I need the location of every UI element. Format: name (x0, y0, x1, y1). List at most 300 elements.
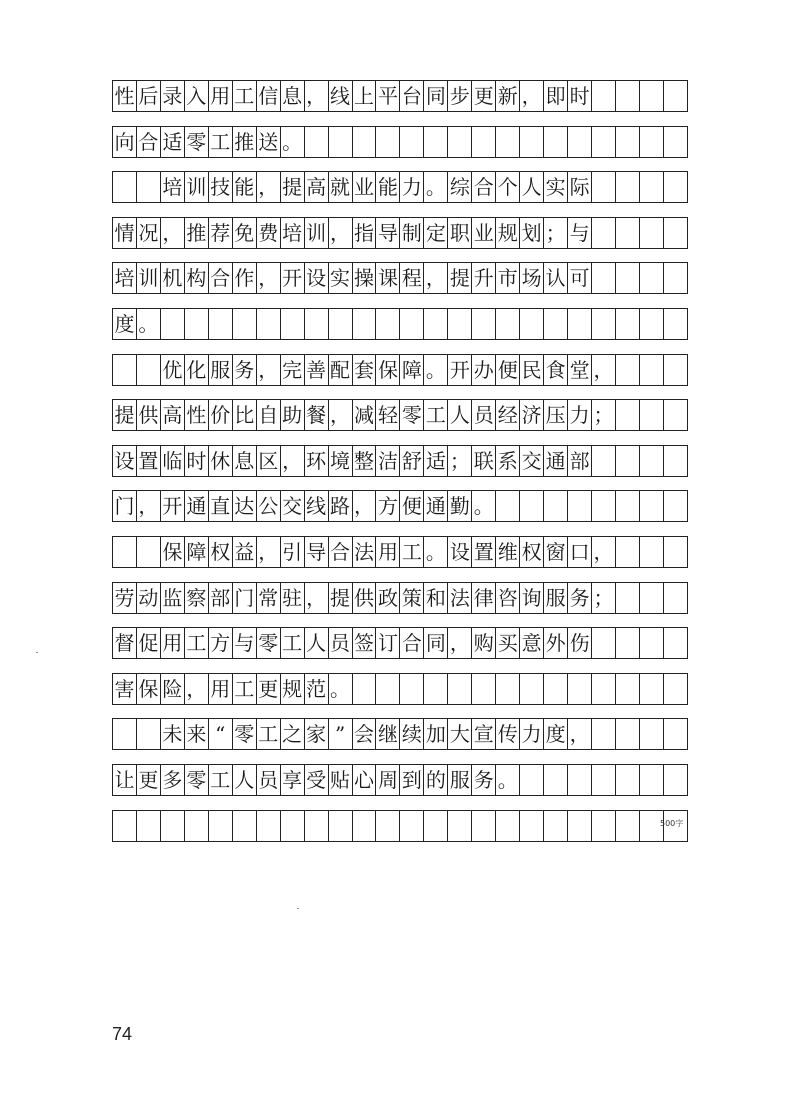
grid-cell (616, 491, 640, 521)
grid-cell: 设 (113, 446, 137, 476)
grid-cell: 人 (448, 400, 472, 430)
grid-cell (113, 811, 137, 841)
grid-cell: 设 (448, 537, 472, 567)
grid-cell: 善 (305, 355, 329, 385)
grid-cell: 务 (472, 765, 496, 795)
grid-cell: 比 (233, 400, 257, 430)
grid-cell: 费 (257, 218, 281, 248)
grid-cell (185, 811, 209, 841)
grid-cell: 到 (400, 765, 424, 795)
grid-cell (664, 218, 688, 248)
grid-cell (568, 765, 592, 795)
grid-cell: 合 (472, 172, 496, 202)
grid-cell: ， (329, 400, 353, 430)
grid-cell (640, 127, 664, 157)
grid-cell: 工 (185, 628, 209, 658)
grid-cell: 家 (305, 719, 329, 749)
grid-cell (137, 537, 161, 567)
grid-cell: 系 (496, 446, 520, 476)
grid-cell (592, 628, 616, 658)
grid-cell: 构 (185, 263, 209, 293)
grid-cell: 平 (376, 81, 400, 111)
grid-cell: 录 (161, 81, 185, 111)
grid-cell: 心 (353, 765, 377, 795)
grid-cell (209, 811, 233, 841)
grid-cell: 劳 (113, 583, 137, 613)
grid-row (112, 445, 688, 477)
grid-cell: 提 (329, 583, 353, 613)
scan-speck (36, 652, 38, 653)
grid-cell: 门 (233, 583, 257, 613)
grid-cell: 向 (113, 127, 137, 157)
grid-cell: 。 (281, 127, 305, 157)
grid-cell: 用 (209, 81, 233, 111)
grid-cell: 续 (400, 719, 424, 749)
grid-cell: 作 (233, 263, 257, 293)
grid-cell (544, 491, 568, 521)
grid-cell: ， (448, 628, 472, 658)
grid-cell: 置 (137, 446, 161, 476)
grid-cell: 入 (185, 81, 209, 111)
grid-cell: 操 (353, 263, 377, 293)
grid-cell: 同 (424, 81, 448, 111)
grid-cell (616, 719, 640, 749)
grid-cell: 通 (544, 446, 568, 476)
grid-cell: 时 (185, 446, 209, 476)
grid-cell (640, 765, 664, 795)
grid-cell (281, 811, 305, 841)
grid-cell (520, 765, 544, 795)
grid-cell (448, 127, 472, 157)
grid-cell: 用 (376, 537, 400, 567)
grid-cell (113, 537, 137, 567)
grid-cell (376, 127, 400, 157)
grid-cell: ， (281, 446, 305, 476)
grid-cell: 会 (353, 719, 377, 749)
grid-cell: 务 (568, 583, 592, 613)
grid-cell: 环 (305, 446, 329, 476)
grid-cell: ， (305, 583, 329, 613)
grid-cell: 实 (329, 263, 353, 293)
grid-cell (592, 765, 616, 795)
grid-cell: 免 (233, 218, 257, 248)
grid-cell (424, 309, 448, 339)
grid-cell (353, 127, 377, 157)
grid-row (112, 308, 688, 340)
grid-cell: 价 (209, 400, 233, 430)
grid-cell: 与 (568, 218, 592, 248)
grid-cell: 合 (400, 628, 424, 658)
grid-cell: 人 (233, 765, 257, 795)
grid-cell: 上 (353, 81, 377, 111)
grid-cell: ， (520, 81, 544, 111)
grid-cell (520, 491, 544, 521)
grid-cell (664, 309, 688, 339)
grid-cell (592, 172, 616, 202)
grid-cell (664, 628, 688, 658)
grid-cell: ， (257, 172, 281, 202)
grid-cell (640, 263, 664, 293)
grid-cell: 工 (400, 537, 424, 567)
grid-cell (664, 446, 688, 476)
grid-cell: 通 (185, 491, 209, 521)
grid-cell: 驻 (281, 583, 305, 613)
grid-cell (616, 127, 640, 157)
grid-cell (664, 355, 688, 385)
grid-cell (568, 127, 592, 157)
grid-cell: 况 (137, 218, 161, 248)
grid-cell (544, 765, 568, 795)
grid-row (112, 126, 688, 158)
grid-row (112, 354, 688, 386)
grid-cell: 律 (472, 583, 496, 613)
grid-cell: 障 (400, 355, 424, 385)
grid-cell: 导 (305, 537, 329, 567)
grid-cell: 用 (209, 674, 233, 704)
grid-cell: 工 (209, 765, 233, 795)
grid-cell: 工 (233, 81, 257, 111)
grid-cell: 。 (424, 172, 448, 202)
grid-cell (640, 674, 664, 704)
grid-cell: 达 (233, 491, 257, 521)
grid-cell: ， (592, 537, 616, 567)
grid-cell (568, 674, 592, 704)
grid-cell: 传 (496, 719, 520, 749)
grid-cell (400, 127, 424, 157)
grid-cell: 业 (472, 218, 496, 248)
grid-cell: 合 (137, 127, 161, 157)
grid-cell: 培 (281, 218, 305, 248)
grid-cell: 高 (305, 172, 329, 202)
grid-cell: 休 (209, 446, 233, 476)
grid-cell: 高 (161, 400, 185, 430)
grid-cell: ， (257, 355, 281, 385)
grid-cell: 食 (544, 355, 568, 385)
grid-cell (496, 491, 520, 521)
grid-cell: 力 (520, 719, 544, 749)
grid-cell: 门 (113, 491, 137, 521)
grid-cell: 定 (424, 218, 448, 248)
grid-cell: 宣 (472, 719, 496, 749)
grid-cell (400, 811, 424, 841)
grid-cell: 舒 (400, 446, 424, 476)
grid-row (112, 536, 688, 568)
grid-cell: 业 (353, 172, 377, 202)
grid-cell: 新 (496, 81, 520, 111)
grid-cell (616, 811, 640, 841)
grid-cell: 引 (281, 537, 305, 567)
grid-cell: 训 (137, 263, 161, 293)
grid-row (112, 627, 688, 659)
grid-cell (472, 811, 496, 841)
grid-cell: 洁 (376, 446, 400, 476)
grid-row (112, 262, 688, 294)
grid-cell (209, 309, 233, 339)
scan-speck (297, 908, 299, 909)
grid-cell (185, 309, 209, 339)
grid-cell: 供 (353, 583, 377, 613)
grid-cell: 个 (496, 172, 520, 202)
grid-cell (592, 811, 616, 841)
grid-cell: 线 (305, 491, 329, 521)
grid-cell: 勤 (448, 491, 472, 521)
grid-cell: 际 (568, 172, 592, 202)
grid-cell: 优 (161, 355, 185, 385)
grid-cell (640, 172, 664, 202)
grid-cell (376, 674, 400, 704)
grid-cell (472, 309, 496, 339)
grid-cell: 减 (353, 400, 377, 430)
grid-cell: 度 (544, 719, 568, 749)
grid-cell (592, 218, 616, 248)
grid-row (112, 399, 688, 431)
grid-cell: 策 (400, 583, 424, 613)
grid-cell (544, 309, 568, 339)
grid-cell (592, 81, 616, 111)
grid-cell (353, 309, 377, 339)
grid-cell (257, 309, 281, 339)
grid-cell: 线 (329, 81, 353, 111)
grid-cell: 工 (233, 674, 257, 704)
grid-cell: ， (424, 263, 448, 293)
grid-cell: 零 (185, 127, 209, 157)
grid-cell: “ (209, 719, 233, 749)
grid-cell: 权 (209, 537, 233, 567)
grid-cell (568, 811, 592, 841)
grid-cell (448, 674, 472, 704)
grid-cell (329, 127, 353, 157)
grid-cell: 促 (137, 628, 161, 658)
grid-cell: 升 (472, 263, 496, 293)
grid-cell: 来 (185, 719, 209, 749)
grid-cell: 范 (305, 674, 329, 704)
grid-cell (592, 309, 616, 339)
grid-cell: 能 (233, 172, 257, 202)
grid-cell (664, 674, 688, 704)
grid-cell: 联 (472, 446, 496, 476)
grid-cell: 。 (329, 674, 353, 704)
grid-cell: 。 (137, 309, 161, 339)
grid-cell: 服 (209, 355, 233, 385)
grid-cell (640, 628, 664, 658)
grid-cell (113, 172, 137, 202)
grid-cell (640, 309, 664, 339)
grid-cell: 荐 (209, 218, 233, 248)
grid-cell: ” (329, 719, 353, 749)
grid-cell (113, 719, 137, 749)
grid-cell (376, 309, 400, 339)
grid-cell: 设 (305, 263, 329, 293)
grid-cell: 训 (185, 172, 209, 202)
grid-cell: 适 (424, 446, 448, 476)
grid-cell (616, 81, 640, 111)
grid-cell: 化 (185, 355, 209, 385)
grid-cell: 自 (257, 400, 281, 430)
grid-cell: 。 (496, 765, 520, 795)
grid-cell (520, 309, 544, 339)
grid-cell: 套 (353, 355, 377, 385)
grid-cell: 情 (113, 218, 137, 248)
grid-cell: 培 (161, 172, 185, 202)
grid-cell (520, 127, 544, 157)
grid-cell: 部 (209, 583, 233, 613)
grid-cell: 民 (520, 355, 544, 385)
grid-cell: 保 (376, 355, 400, 385)
grid-cell: ， (137, 491, 161, 521)
grid-cell: 工 (281, 628, 305, 658)
grid-cell: 机 (161, 263, 185, 293)
grid-cell: 技 (209, 172, 233, 202)
grid-cell: 零 (233, 719, 257, 749)
grid-cell: 意 (520, 628, 544, 658)
grid-cell (281, 309, 305, 339)
grid-cell: 法 (353, 537, 377, 567)
grid-cell (640, 81, 664, 111)
grid-cell: 贴 (329, 765, 353, 795)
grid-cell: 职 (448, 218, 472, 248)
grid-cell: 订 (376, 628, 400, 658)
grid-cell: 员 (329, 628, 353, 658)
grid-cell: 零 (185, 765, 209, 795)
grid-cell (592, 263, 616, 293)
grid-cell (400, 309, 424, 339)
grid-cell: 人 (520, 172, 544, 202)
grid-cell: 导 (376, 218, 400, 248)
grid-cell: 直 (209, 491, 233, 521)
grid-cell: 和 (424, 583, 448, 613)
grid-cell: 周 (376, 765, 400, 795)
grid-cell: 程 (400, 263, 424, 293)
grid-cell: 开 (161, 491, 185, 521)
grid-cell: 员 (472, 400, 496, 430)
grid-cell: 险 (161, 674, 185, 704)
grid-cell: 指 (353, 218, 377, 248)
grid-row (112, 673, 688, 705)
grid-cell: 之 (281, 719, 305, 749)
grid-cell: 察 (185, 583, 209, 613)
grid-cell: 区 (257, 446, 281, 476)
grid-cell: ； (448, 446, 472, 476)
grid-cell: 方 (376, 491, 400, 521)
grid-cell: 障 (185, 537, 209, 567)
grid-cell (616, 765, 640, 795)
grid-cell: 步 (448, 81, 472, 111)
grid-cell (568, 491, 592, 521)
grid-cell (664, 491, 688, 521)
grid-cell: 窗 (544, 537, 568, 567)
grid-cell: 方 (209, 628, 233, 658)
grid-cell: 公 (257, 491, 281, 521)
grid-cell (640, 355, 664, 385)
grid-row (112, 764, 688, 796)
grid-cell (137, 355, 161, 385)
grid-cell: 。 (424, 537, 448, 567)
grid-cell: 工 (424, 400, 448, 430)
grid-cell (640, 719, 664, 749)
grid-cell (424, 127, 448, 157)
grid-cell: 保 (161, 537, 185, 567)
grid-cell: 保 (137, 674, 161, 704)
grid-cell: 送 (257, 127, 281, 157)
grid-cell: 继 (376, 719, 400, 749)
grid-cell (616, 628, 640, 658)
grid-cell: 能 (376, 172, 400, 202)
grid-cell: ， (257, 263, 281, 293)
grid-cell: 市 (496, 263, 520, 293)
grid-cell (329, 309, 353, 339)
grid-cell: 务 (233, 355, 257, 385)
grid-cell (640, 218, 664, 248)
grid-cell: 路 (329, 491, 353, 521)
grid-cell: 提 (448, 263, 472, 293)
grid-cell: 政 (376, 583, 400, 613)
grid-cell (616, 446, 640, 476)
grid-cell: 部 (568, 446, 592, 476)
grid-cell: 开 (448, 355, 472, 385)
grid-cell (616, 537, 640, 567)
grid-cell (520, 674, 544, 704)
grid-cell: 加 (424, 719, 448, 749)
grid-cell: 规 (496, 218, 520, 248)
grid-cell (161, 811, 185, 841)
grid-cell: ； (544, 218, 568, 248)
grid-row (112, 810, 688, 842)
grid-cell: 息 (281, 81, 305, 111)
grid-cell: 信 (257, 81, 281, 111)
grid-cell: 适 (161, 127, 185, 157)
grid-cell: 推 (233, 127, 257, 157)
grid-cell: 法 (448, 583, 472, 613)
grid-cell (376, 811, 400, 841)
grid-cell: 堂 (568, 355, 592, 385)
grid-cell (353, 811, 377, 841)
grid-cell (616, 218, 640, 248)
grid-cell: 更 (137, 765, 161, 795)
grid-cell: 签 (353, 628, 377, 658)
grid-cell: 用 (161, 628, 185, 658)
grid-cell: 配 (329, 355, 353, 385)
grid-row (112, 718, 688, 750)
grid-cell (305, 811, 329, 841)
grid-cell (496, 127, 520, 157)
grid-cell: 服 (448, 765, 472, 795)
grid-cell: 完 (281, 355, 305, 385)
grid-cell: 交 (281, 491, 305, 521)
grid-cell (568, 309, 592, 339)
grid-cell: 害 (113, 674, 137, 704)
grid-cell: 境 (329, 446, 353, 476)
grid-cell: 力 (400, 172, 424, 202)
grid-cell (592, 674, 616, 704)
grid-cell (592, 446, 616, 476)
grid-cell: 权 (520, 537, 544, 567)
grid-cell: 督 (113, 628, 137, 658)
grid-cell: 认 (544, 263, 568, 293)
grid-cell: 零 (400, 400, 424, 430)
grid-cell: ， (329, 218, 353, 248)
grid-cell (544, 127, 568, 157)
grid-cell: 办 (472, 355, 496, 385)
grid-row (112, 490, 688, 522)
grid-cell: 后 (137, 81, 161, 111)
grid-cell: 。 (424, 355, 448, 385)
grid-cell: ， (161, 218, 185, 248)
grid-cell (616, 583, 640, 613)
grid-cell (305, 127, 329, 157)
grid-cell: 受 (305, 765, 329, 795)
grid-cell: 伤 (568, 628, 592, 658)
grid-cell: 课 (376, 263, 400, 293)
